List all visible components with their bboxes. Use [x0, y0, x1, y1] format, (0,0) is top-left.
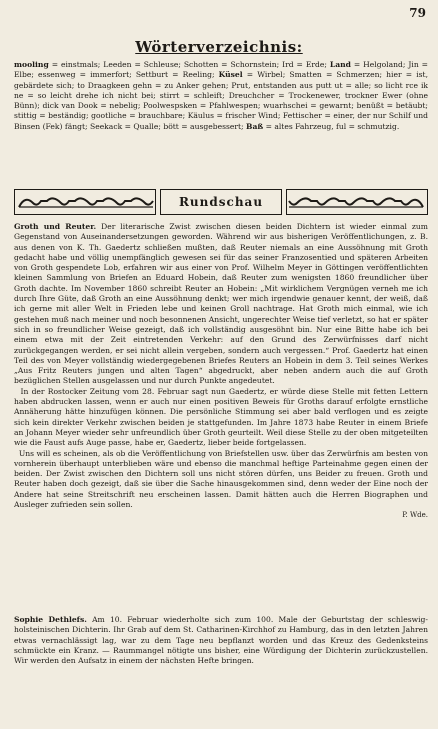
banner-title: Rundschau [160, 189, 282, 215]
article-sophie-dethlefs [14, 615, 428, 725]
ornament-wave-icon [15, 193, 155, 211]
rundschau-banner [14, 187, 428, 217]
glossary-body [14, 60, 428, 132]
ornament-right [286, 189, 428, 215]
author-signature: P. Wde. [402, 511, 428, 520]
glossary-entry: gehn = zu Anker gehen; Prut, entstanden aus putt ut = alle; so licht rce ik ne = so leicht drehe ich nicht bei; stirrt = schleift; Dreuchcher = Trockenewer, trockner Ewer (ohne Bünn); dick van Dook = nebelig; Poolwespsken = Pfahlwespen; wuarhschei = gewarnt; benüßt = betäubt; stittig = beständig; gootliche = brauchbare; Käulus = frischer Wind; Fettischer = einer, der nur Schilf und Binsen (Fek) fängt; Seekack = Qualle; bött = ausgebessert; [14, 80, 428, 131]
article-heading: Sophie Dethlefs. [14, 615, 87, 624]
glossary-entry: Baß = altes Fahrzeug, ful = schmutzig. [246, 121, 400, 131]
article-paragraph: In der Rostocker Zeitung vom 28. Februar sagt nun Gaedertz, er würde diese Stelle mit fetten Lettern haben abdrucken lassen, wenn er auch nur einen positiven Beweis für Groths darauf erfolgte ernstliche Annäherung hätte hinzufügen können. Die persönliche Stimmung sei aber bald verflogen und es zeigte sich kein direkter Verkehr zwischen beiden je stattgefunden. Im Jahre 1873 habe Reuter in einem Briefe an Johann Meyer wieder sehr unfreundlich über Groth geurteilt. Weil diese Stelle zu der oben mitgeteilten wie die Faust aufs Auge passe, habe er, Gaedertz, lieber beide fortgelassen. [14, 386, 428, 448]
article-paragraph: Sophie Dethlefs. Am 10. Februar wiederholte sich zum 100. Male der Geburtstag der schleswig-holsteinischen Dichterin. Ihr Grab auf dem St. Catharinen-Kirchhof zu Hamburg, das in den letzten Jahren etwas vernachlässigt lag, war zu dem Tage neu bepflanzt worden und das Kreuz des Gedenksteins schmückte ein Kranz. — Raummangel nötigte uns bisher, eine Würdigung der Dichterin zurückzustellen. Wir werden den Aufsatz in einem der nächsten Hefte bringen. [14, 615, 428, 666]
glossary-entry: Land = Helgoland; Jin = Elbe; essenweg = immerfort; Settburt = Reeling; [14, 60, 428, 80]
page-number: 79 [409, 6, 426, 20]
glossary-entry: Küsel = Wirbel; Smatten = Schmerzen; hier = ist, gebärdete sich; to Draagkeen [14, 70, 428, 90]
article-paragraph: Uns will es scheinen, als ob die Veröffentlichung von Briefstellen usw. über das Zerwürfnis am besten von vornherein überhaupt unterblieben wäre und ebenso die manchmal heftige Parteinahme gegen einen der beiden. Der Zwist zwischen den Dichtern soll uns nicht stören dürfen, uns Beider zu freuen. Groth und Reuter haben doch gezeigt, daß sie über die Sache hinausgekommen sind, denn weder der Eine noch der Andere hat seine Streitschrift neu erscheinen lassen. Damit hätten auch die Herren Biographen und Ausleger zufrieden sein sollen. [14, 448, 428, 510]
ornament-left [14, 189, 156, 215]
article-paragraph: Groth und Reuter. Der literarische Zwist zwischen diesen beiden Dichtern ist wieder einmal zum Gegenstand von Auseinandersetzungen geworden. Während wir aus bisherigen Veröffentlichungen, z. B. aus denen von K. Th. Gaedertz schließen mußten, daß Reuter niemals an eine Aussöhnung mit Groth gedacht habe und völlig unempfänglich gewesen sei für das seiner Franzosentied und späteren Arbeiten von Groth gespendete Lob, erfahren wir aus einer von Prof. Wilhelm Meyer in Göttingen veröffentlichten kleinen Sammlung von Briefen an Eduard Hobein, daß Reuter zum wenigsten 1860 freundlicher über Groth dachte. Im November 1860 schreibt Reuter an Hobein: „Mit wirklichem Vergnügen verneh me ich durch Ihre Güte, daß Groth an eine Aussöhnung denkt; wer mich irgendwie genauer kennt, der weiß, daß ich gerne mit aller Welt in Frieden lebe und keinen Groll nachtrage. Hat Groth mich einmal, wie ich gestehen muß nach meiner und noch besonnenen Ansicht, ungerechter Weise tief verletzt, so hat er später sich in so freundlicher Weise gezeigt, daß ich vollständig ausgesöhnt bin. Nur eine Bitte habe ich bei einem etwa mit der Zeit eintretenden Verkehr: auf den Grund des Zerwürfnisses darf nicht zurückgegangen werden, er sei nicht allein vergeben, sondern auch vergessen.“ Prof. Gaedertz hat einen Teil des von Meyer vollständig wiedergegebenen Briefes Reuters an Hobein in dem 3. Teil seines Werkes „Aus Fritz Reuters jungen und alten Tagen“ abgedruckt, aber neben andern auch die auf Groth bezüglichen Stellen ausgelassen und nur durch Punkte angedeutet. [14, 222, 428, 386]
ornament-wave-icon [287, 193, 427, 211]
article-groth-reuter [14, 222, 428, 614]
glossary-entry: mooling = einstmals; Leeden = Schleuse; Schotten = Schornstein; Ird = Erde; [14, 60, 327, 69]
glossary-title: Wörterverzeichnis: [135, 38, 303, 56]
article-heading: Groth und Reuter. [14, 222, 97, 231]
